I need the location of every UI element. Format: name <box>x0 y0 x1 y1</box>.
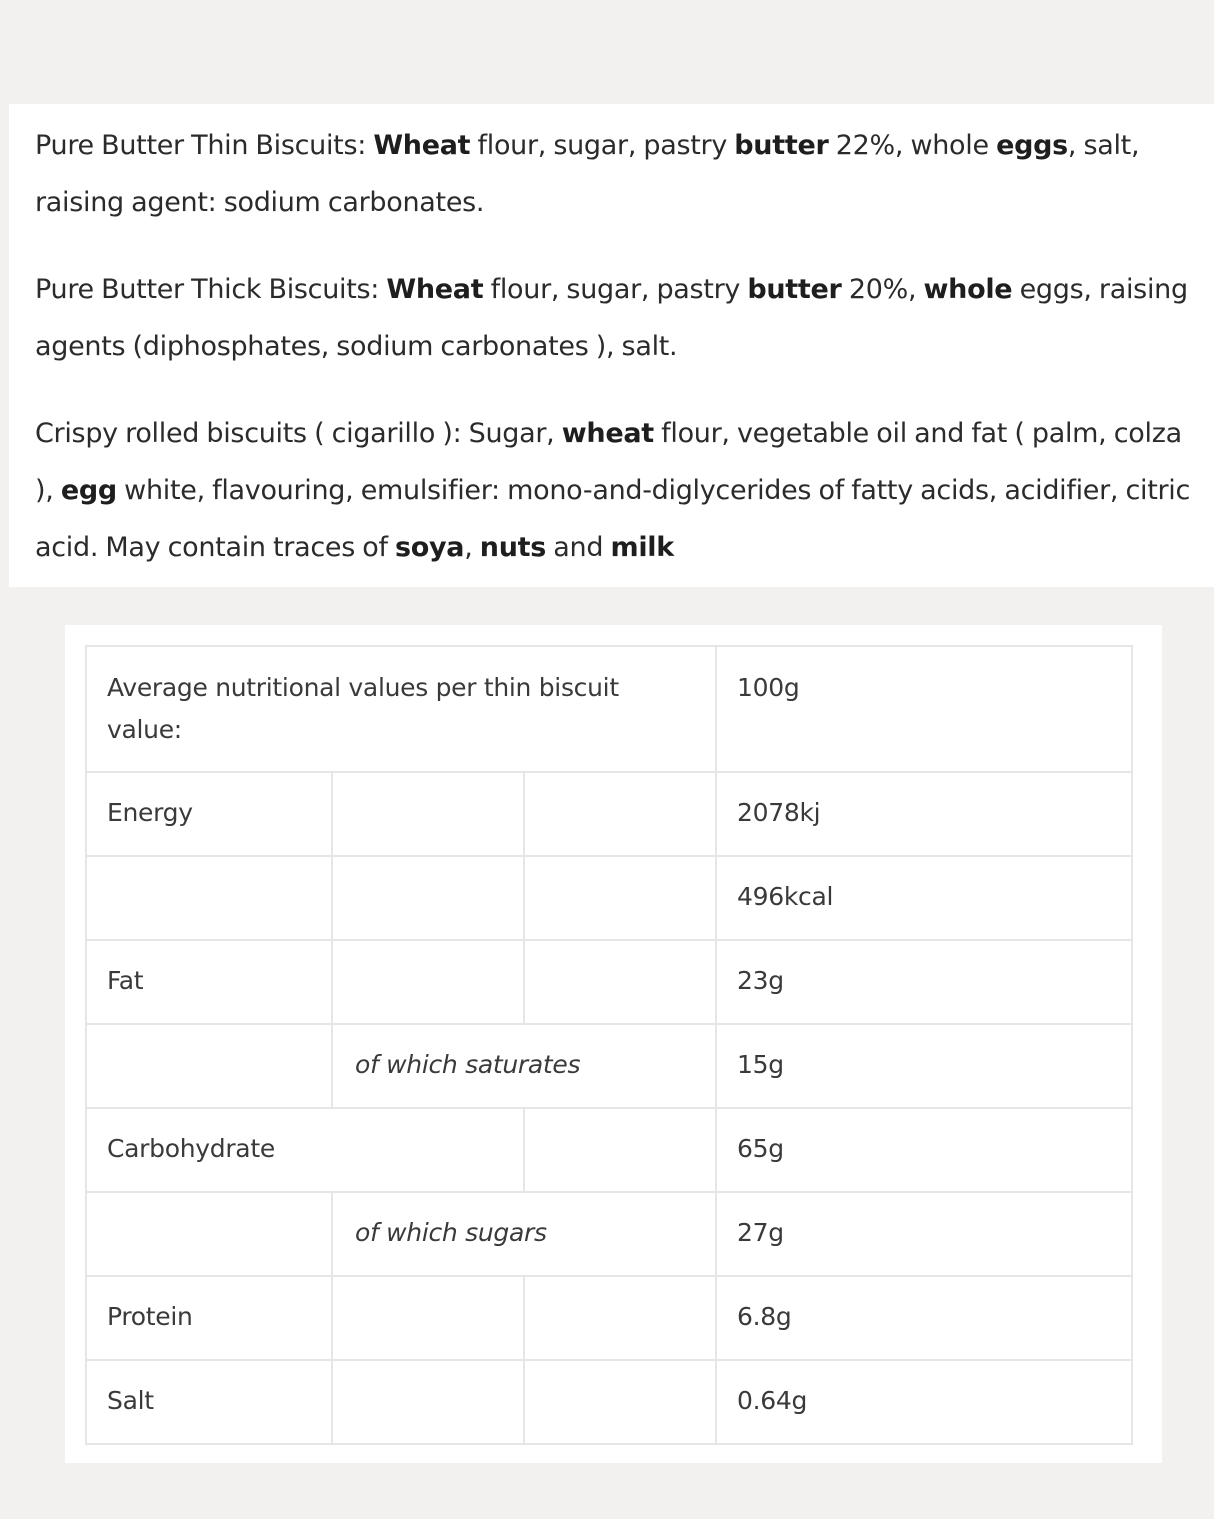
nutrient-label: Carbohydrate <box>86 1108 524 1192</box>
empty-cell <box>524 940 716 1024</box>
thin-label: Pure Butter Thin Biscuits: <box>35 130 374 161</box>
nutrition-header-value: 100g <box>716 646 1132 772</box>
nutrient-value: 0.64g <box>716 1360 1132 1444</box>
empty-cell <box>524 772 716 856</box>
table-row <box>86 940 1132 1024</box>
empty-cell <box>524 856 716 940</box>
thin-text-3: , salt, raising agent: sodium carbonates. <box>35 130 1140 218</box>
thick-biscuits-ingredients <box>35 261 1194 375</box>
crispy-text-1: flour, vegetable oil and fat ( palm, colza ), <box>35 418 1182 506</box>
nutrition-table <box>85 645 1133 1445</box>
allergen-wheat: Wheat <box>373 130 471 161</box>
allergen-wheat: Wheat <box>386 274 484 305</box>
empty-cell <box>332 772 524 856</box>
crispy-text-3: , <box>464 532 480 563</box>
crispy-biscuits-ingredients <box>35 405 1194 576</box>
allergen-wheat: wheat <box>561 418 654 449</box>
nutrient-value: 65g <box>716 1108 1132 1192</box>
nutrient-label: Fat <box>86 940 332 1024</box>
nutrient-value: 2078kj <box>716 772 1132 856</box>
thick-text-3: eggs, raising agents (diphosphates, sodium carbonates ), salt. <box>35 274 1188 362</box>
allergen-eggs: eggs <box>996 130 1068 161</box>
table-row <box>86 1108 1132 1192</box>
empty-cell <box>332 1360 524 1444</box>
allergen-butter: butter <box>734 130 829 161</box>
allergen-whole: whole <box>923 274 1013 305</box>
empty-cell <box>332 940 524 1024</box>
ingredients-panel <box>9 104 1214 587</box>
nutrient-label <box>86 1192 332 1276</box>
nutrient-value: 496kcal <box>716 856 1132 940</box>
nutrient-value: 23g <box>716 940 1132 1024</box>
nutrient-label: Energy <box>86 772 332 856</box>
thick-label: Pure Butter Thick Biscuits: <box>35 274 387 305</box>
allergen-soya: soya <box>394 532 465 563</box>
nutrient-sublabel: of which sugars <box>332 1192 716 1276</box>
empty-cell <box>524 1276 716 1360</box>
thin-text-1: flour, sugar, pastry <box>470 130 735 161</box>
table-row <box>86 1360 1132 1444</box>
allergen-nuts: nuts <box>479 532 547 563</box>
table-row <box>86 1192 1132 1276</box>
nutrient-label <box>86 1024 332 1108</box>
crispy-text-2: white, flavouring, emulsifier: mono-and-diglycerides of fatty acids, acidifier, citric acid. May contain traces of <box>35 475 1191 563</box>
nutrient-value: 27g <box>716 1192 1132 1276</box>
table-row <box>86 1024 1132 1108</box>
crispy-label: Crispy rolled biscuits ( cigarillo ): Sugar, <box>35 418 562 449</box>
allergen-egg: egg <box>60 475 117 506</box>
thin-text-2: 22%, whole <box>828 130 997 161</box>
empty-cell <box>332 856 524 940</box>
thin-biscuits-ingredients <box>35 117 1194 231</box>
nutrient-label: Salt <box>86 1360 332 1444</box>
empty-cell <box>332 1276 524 1360</box>
allergen-milk: milk <box>610 532 674 563</box>
empty-cell <box>524 1108 716 1192</box>
nutrition-panel <box>65 625 1162 1463</box>
nutrient-label: Protein <box>86 1276 332 1360</box>
table-row <box>86 1276 1132 1360</box>
nutrient-sublabel: of which saturates <box>332 1024 716 1108</box>
nutrient-label <box>86 856 332 940</box>
allergen-butter: butter <box>747 274 842 305</box>
empty-cell <box>524 1360 716 1444</box>
nutrition-header-row <box>86 646 1132 772</box>
crispy-text-4: and <box>546 532 611 563</box>
nutrient-value: 6.8g <box>716 1276 1132 1360</box>
table-row <box>86 856 1132 940</box>
nutrition-header-label: Average nutritional values per thin biscuit value: <box>86 646 716 772</box>
nutrient-value: 15g <box>716 1024 1132 1108</box>
table-row <box>86 772 1132 856</box>
thick-text-1: flour, sugar, pastry <box>483 274 748 305</box>
thick-text-2: 20%, <box>841 274 924 305</box>
